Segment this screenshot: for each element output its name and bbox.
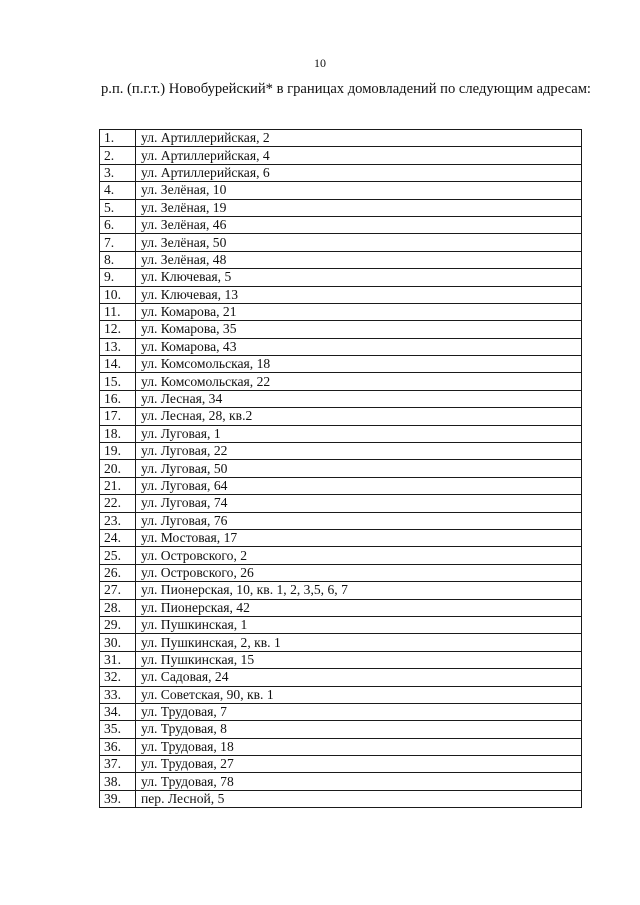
row-number: 25. [100,547,136,564]
table-row [100,216,582,233]
row-address: ул. Садовая, 24 [136,669,582,686]
row-address: ул. Артиллерийская, 6 [136,164,582,181]
table-row [100,547,582,564]
row-number: 8. [100,251,136,268]
row-number: 31. [100,651,136,668]
table-row [100,251,582,268]
row-address: ул. Луговая, 1 [136,425,582,442]
row-address: ул. Комарова, 21 [136,303,582,320]
table-row [100,356,582,373]
intro-paragraph: р.п. (п.г.т.) Новобурейский* в границах домовладений по следующим адресам: [101,81,591,97]
row-number: 18. [100,425,136,442]
row-address: ул. Пушкинская, 2, кв. 1 [136,634,582,651]
row-number: 12. [100,321,136,338]
row-number: 1. [100,130,136,147]
row-address: ул. Артиллерийская, 2 [136,130,582,147]
row-address: ул. Трудовая, 18 [136,738,582,755]
row-address: ул. Трудовая, 27 [136,756,582,773]
row-address: ул. Зелёная, 50 [136,234,582,251]
row-address: ул. Ключевая, 5 [136,269,582,286]
row-address: ул. Лесная, 28, кв.2 [136,408,582,425]
row-number: 15. [100,373,136,390]
table-row [100,147,582,164]
table-row [100,686,582,703]
row-number: 3. [100,164,136,181]
row-number: 34. [100,703,136,720]
row-address: ул. Луговая, 50 [136,460,582,477]
table-row [100,529,582,546]
row-number: 36. [100,738,136,755]
table-row [100,512,582,529]
row-address: ул. Комарова, 43 [136,338,582,355]
row-address: ул. Пионерская, 10, кв. 1, 2, 3,5, 6, 7 [136,582,582,599]
row-number: 29. [100,616,136,633]
table-row [100,234,582,251]
row-address: пер. Лесной, 5 [136,790,582,807]
row-address: ул. Советская, 90, кв. 1 [136,686,582,703]
row-number: 21. [100,477,136,494]
row-number: 33. [100,686,136,703]
row-address: ул. Островского, 26 [136,564,582,581]
row-address: ул. Комсомольская, 18 [136,356,582,373]
table-row [100,669,582,686]
table-row [100,564,582,581]
table-row [100,756,582,773]
row-number: 30. [100,634,136,651]
row-number: 10. [100,286,136,303]
row-address: ул. Мостовая, 17 [136,529,582,546]
table-row [100,634,582,651]
table-row [100,338,582,355]
table-row [100,390,582,407]
row-address: ул. Артиллерийская, 4 [136,147,582,164]
row-number: 37. [100,756,136,773]
row-number: 19. [100,443,136,460]
address-table [99,129,582,808]
row-number: 23. [100,512,136,529]
table-row [100,616,582,633]
table-row [100,651,582,668]
table-row [100,286,582,303]
row-number: 20. [100,460,136,477]
row-number: 26. [100,564,136,581]
row-address: ул. Луговая, 22 [136,443,582,460]
row-address: ул. Луговая, 64 [136,477,582,494]
row-address: ул. Луговая, 74 [136,495,582,512]
row-address: ул. Зелёная, 48 [136,251,582,268]
table-row [100,408,582,425]
row-number: 4. [100,182,136,199]
row-address: ул. Зелёная, 19 [136,199,582,216]
table-row [100,425,582,442]
table-row [100,164,582,181]
row-number: 32. [100,669,136,686]
page-number: 10 [314,56,326,70]
row-number: 35. [100,721,136,738]
row-address: ул. Луговая, 76 [136,512,582,529]
table-row [100,703,582,720]
table-row [100,477,582,494]
row-address: ул. Трудовая, 7 [136,703,582,720]
table-row [100,321,582,338]
row-address: ул. Комарова, 35 [136,321,582,338]
address-table-body [100,130,582,808]
row-number: 7. [100,234,136,251]
row-address: ул. Лесная, 34 [136,390,582,407]
table-row [100,303,582,320]
row-address: ул. Зелёная, 10 [136,182,582,199]
row-address: ул. Зелёная, 46 [136,216,582,233]
row-number: 14. [100,356,136,373]
row-number: 16. [100,390,136,407]
row-number: 2. [100,147,136,164]
row-number: 11. [100,303,136,320]
row-address: ул. Трудовая, 8 [136,721,582,738]
row-address: ул. Островского, 2 [136,547,582,564]
row-number: 24. [100,529,136,546]
row-number: 13. [100,338,136,355]
table-row [100,721,582,738]
row-address: ул. Ключевая, 13 [136,286,582,303]
row-number: 27. [100,582,136,599]
table-row [100,269,582,286]
row-number: 22. [100,495,136,512]
row-number: 28. [100,599,136,616]
row-address: ул. Пушкинская, 15 [136,651,582,668]
row-number: 9. [100,269,136,286]
row-address: ул. Пушкинская, 1 [136,616,582,633]
table-row [100,582,582,599]
row-address: ул. Трудовая, 78 [136,773,582,790]
row-number: 6. [100,216,136,233]
row-number: 5. [100,199,136,216]
table-row [100,773,582,790]
table-row [100,460,582,477]
row-number: 38. [100,773,136,790]
row-address: ул. Пионерская, 42 [136,599,582,616]
row-number: 17. [100,408,136,425]
table-row [100,373,582,390]
table-row [100,182,582,199]
table-row [100,199,582,216]
table-row [100,790,582,807]
table-row [100,495,582,512]
table-row [100,599,582,616]
table-row [100,443,582,460]
table-row [100,130,582,147]
row-number: 39. [100,790,136,807]
table-row [100,738,582,755]
row-address: ул. Комсомольская, 22 [136,373,582,390]
